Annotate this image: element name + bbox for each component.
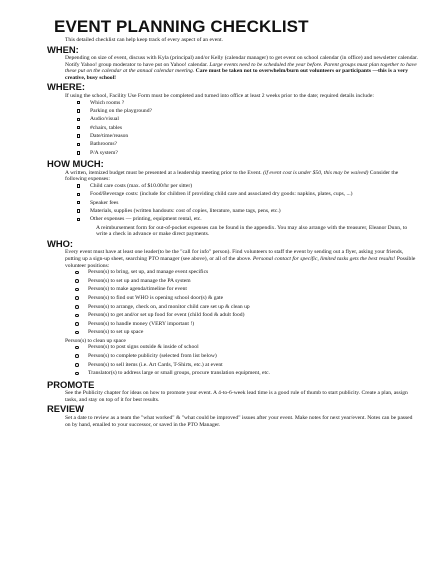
cleanup-line: Person(s) to clean up space xyxy=(65,337,126,344)
where-checklist xyxy=(47,100,422,159)
circle-bullet-icon xyxy=(75,279,79,283)
circle-bullet-icon xyxy=(75,372,79,376)
who-volunteer-list-2 xyxy=(47,344,422,378)
reimbursement-note: A reimbursement form for out-of-pocket expenses can be found in the appendix. You may also arrange with the treasurer, Eleanor Dunn, to write a check in advance or make direct payments. xyxy=(96,224,408,238)
checkbox-icon[interactable] xyxy=(77,101,80,104)
checklist-item[interactable]: Audio/visual xyxy=(77,116,422,124)
checkbox-icon[interactable] xyxy=(77,201,80,204)
howmuch-text-end: Consider the following expenses: xyxy=(65,169,399,183)
when-paragraph xyxy=(65,55,422,81)
section-heading-review: REVIEW xyxy=(47,403,84,415)
checklist-item[interactable]: Other expenses — printing, equipment rental, etc. xyxy=(77,216,422,224)
checklist-item[interactable]: Child care costs (max. of $10.00/hr per sitter) xyxy=(77,183,422,191)
checkbox-icon[interactable] xyxy=(77,118,80,121)
section-heading-where: WHERE: xyxy=(47,81,86,93)
list-item[interactable]: Person(s) to sell items (i.e. Art Cards, T-Shirts, etc.) at event xyxy=(75,362,422,371)
circle-bullet-icon xyxy=(75,271,79,275)
checkbox-icon[interactable] xyxy=(77,126,80,129)
checklist-item[interactable]: Parking on the playground? xyxy=(77,108,422,116)
checkbox-icon[interactable] xyxy=(77,134,80,137)
howmuch-text: A written, itemized budget must be presented at a leadership meeting prior to the Event. xyxy=(65,169,262,176)
promote-paragraph: See the Publicity chapter for ideas on how to promote your event. A 4-to-6-week lead time is a good rule of thumb to start publicity. Create a plan, assign tasks, and stay on top of it for best results. xyxy=(65,390,408,403)
list-item[interactable]: Person(s) to handle money (VERY important !) xyxy=(75,321,422,330)
circle-bullet-icon xyxy=(75,288,79,292)
review-paragraph: Set a date to review as a team the "what worked" & "what could be improved" issues after your event. Make notes for next year/event. Notes can be passed on by hand, emailed to your successor, or saved in the PTO Manager. xyxy=(65,414,413,428)
checkbox-icon[interactable] xyxy=(77,218,80,221)
list-item[interactable]: Person(s) to complete publicity (selected from list below) xyxy=(75,353,422,362)
checklist-item[interactable]: P/A system? xyxy=(77,150,422,158)
circle-bullet-icon xyxy=(75,305,79,309)
who-volunteer-list xyxy=(47,269,422,338)
who-italic-text: Personal contact for specific, limited tasks gets the best results! xyxy=(252,256,396,263)
howmuch-italic-text: (if event cost is under $50, this may be waived) xyxy=(263,169,369,176)
circle-bullet-icon xyxy=(75,331,79,335)
list-item[interactable]: Translator(s) to address large or small groups, procure translation equipment, etc. xyxy=(75,370,422,379)
circle-bullet-icon xyxy=(75,314,79,318)
list-item[interactable]: Person(s) to set up and manage the PA system xyxy=(75,278,422,287)
howmuch-checklist xyxy=(47,183,422,225)
section-heading-who: WHO: xyxy=(47,237,74,249)
checkbox-icon[interactable] xyxy=(77,193,80,196)
section-heading-when: WHEN: xyxy=(47,43,79,55)
checklist-item[interactable]: Materials, supplies (written handouts: cost of copies, literature, name tags, pens, etc.) xyxy=(77,208,422,216)
checkbox-icon[interactable] xyxy=(77,109,80,112)
checkbox-icon[interactable] xyxy=(77,209,80,212)
when-italic-text: Large events need to be scheduled the year before. Parent groups must plan together to have these put on the calendar at the annual calendar meeting. xyxy=(65,61,417,75)
checklist-item[interactable]: Bathrooms? xyxy=(77,141,422,149)
list-item[interactable]: Person(s) to find out WHO is opening school door(s) & gate xyxy=(75,295,422,304)
list-item[interactable]: Person(s) to get and/or set up food for event (child food & adult food) xyxy=(75,312,422,321)
checklist-item[interactable]: #chairs, tables xyxy=(77,125,422,133)
list-item[interactable]: Person(s) to set up space xyxy=(75,329,422,338)
circle-bullet-icon xyxy=(75,363,79,367)
circle-bullet-icon xyxy=(75,296,79,300)
section-heading-promote: PROMOTE xyxy=(47,378,95,390)
intro-text: This detailed checklist can help keep track of every aspect of an event. xyxy=(65,37,223,43)
checklist-item[interactable]: Date/time/reason xyxy=(77,133,422,141)
howmuch-paragraph xyxy=(65,170,422,183)
circle-bullet-icon xyxy=(75,346,79,350)
list-item[interactable]: Person(s) to bring, set up, and manage event specifics xyxy=(75,269,422,278)
who-text-end: Possible volunteer positions: xyxy=(65,256,416,269)
section-heading-howmuch: HOW MUCH: xyxy=(47,158,104,170)
page-title: EVENT PLANNING CHECKLIST xyxy=(54,17,309,36)
checklist-item[interactable]: Speaker fees xyxy=(77,200,422,208)
list-item[interactable]: Person(s) to make agenda/timeline for event xyxy=(75,286,422,295)
list-item[interactable]: Person(s) to arrange, check on, and monitor child care set up & clean up xyxy=(75,304,422,313)
checklist-item[interactable]: Which rooms ? xyxy=(77,100,422,108)
checklist-item[interactable]: Food/Beverage costs: (include for children if providing child care and associated dry goods: napkins, plates, cups, ...) xyxy=(77,191,422,199)
list-item[interactable]: Person(s) to post signs outside & inside of school xyxy=(75,344,422,353)
checkbox-icon[interactable] xyxy=(77,184,80,187)
who-text: Every event must have at least one leader(to be the "call for info" person). Find volunteers to staff the event by sending out a flyer, asking your friends, putting up a sign-up sheet, searching PTO manager (see above), or all of the above. xyxy=(65,249,404,263)
where-paragraph: If using the school, Facility Use Form must be completed and turned into office at least 2 weeks prior to the date; required details include: xyxy=(65,92,374,99)
circle-bullet-icon xyxy=(75,322,79,326)
who-paragraph xyxy=(65,249,422,269)
when-bold-text: Care must be taken not to overwhelm/burn out volunteers or participants —this is a very creative, busy school! xyxy=(65,68,409,81)
when-text: Depending on size of event, discuss with Kyla (principal) and/or Kelly (calendar manager) to get event on school calendar (in office) and newsletter calendar. Notify Yahoo! group moderator to have put on Yahoo! calendar. xyxy=(65,55,418,68)
circle-bullet-icon xyxy=(75,354,79,358)
checkbox-icon[interactable] xyxy=(77,143,80,146)
checkbox-icon[interactable] xyxy=(77,151,80,154)
